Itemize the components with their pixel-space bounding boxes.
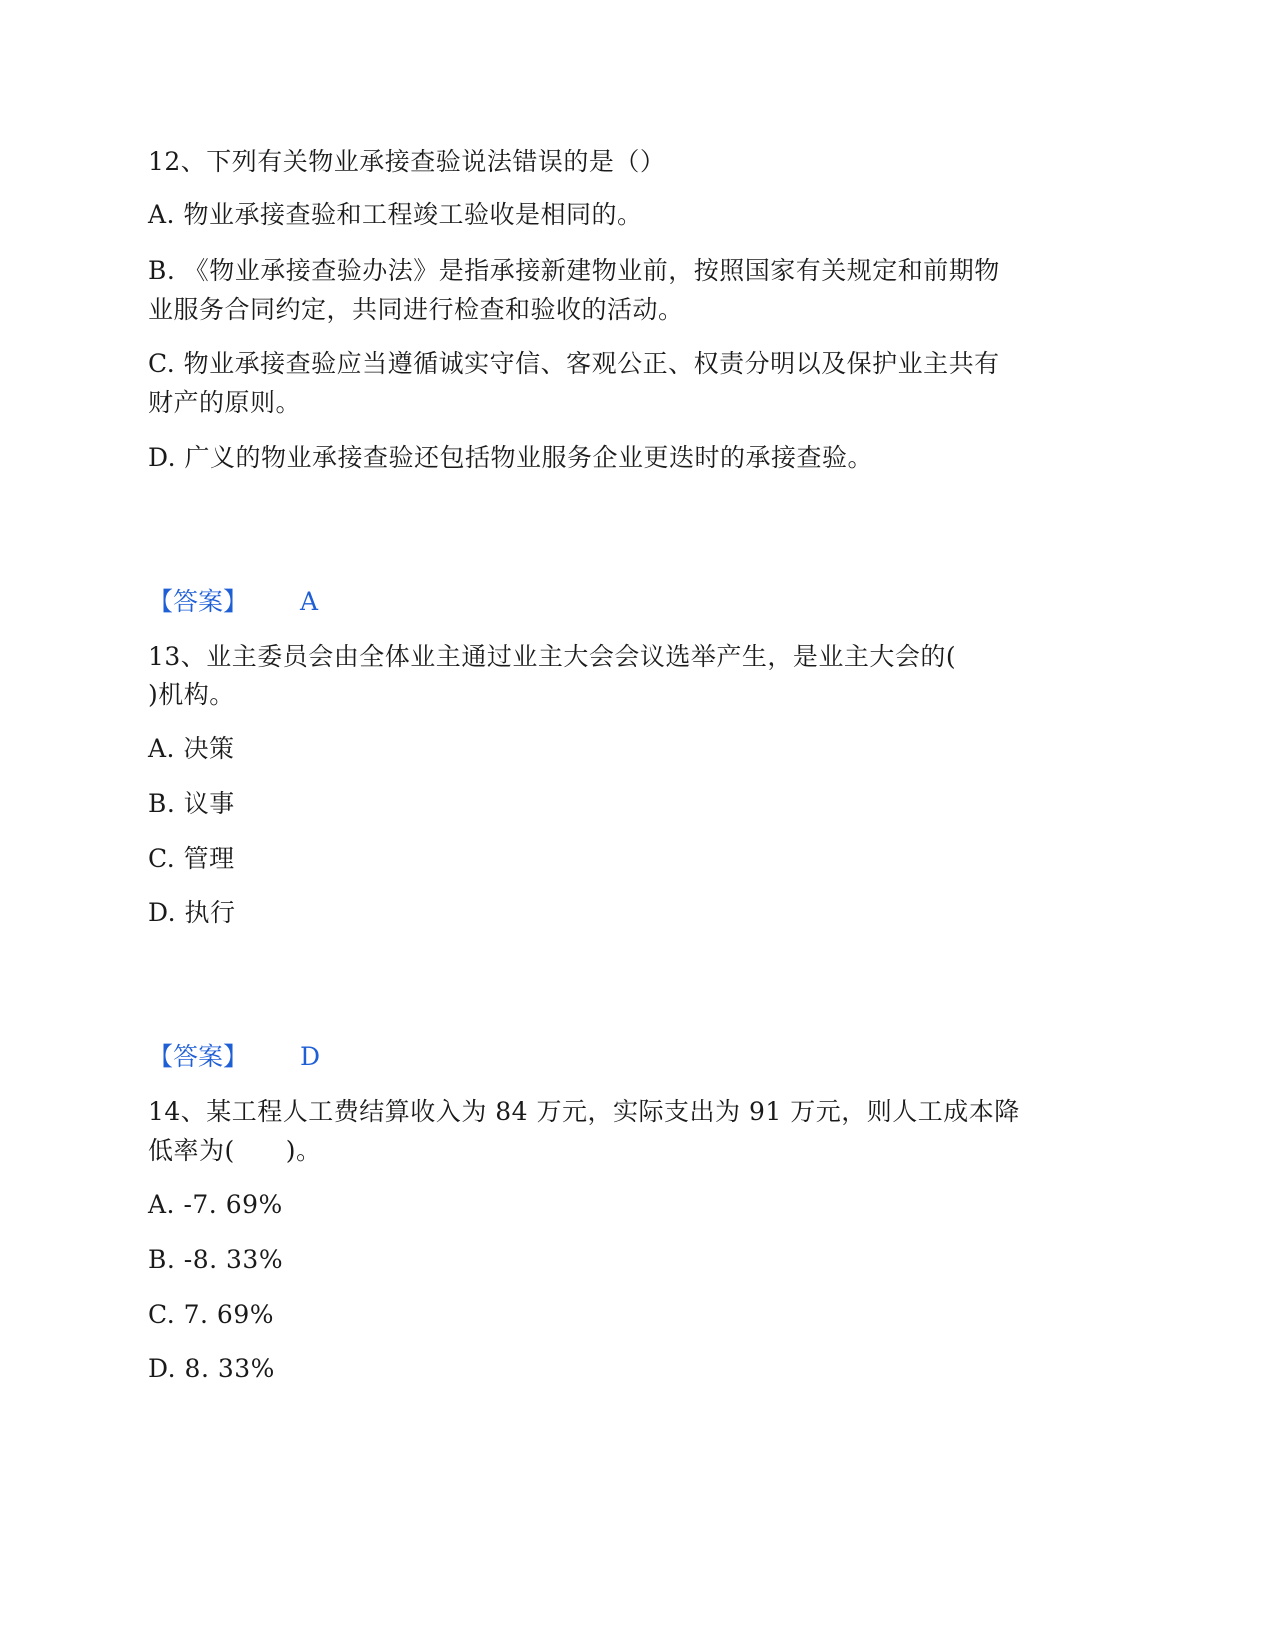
question-13-stem-line1: 13、业主委员会由全体业主通过业主大会会议选举产生，是业主大会的( <box>148 642 957 671</box>
question-13-stem-line2: )机构。 <box>148 680 235 709</box>
question-14-option-c: C. 7. 69% <box>148 1300 274 1329</box>
answer-value: D <box>300 1042 321 1071</box>
question-12-option-b-line1: B. 《物业承接查验办法》是指承接新建物业前，按照国家有关规定和前期物 <box>148 256 1000 285</box>
question-13-option-d: D. 执行 <box>148 898 236 927</box>
question-14-option-d: D. 8. 33% <box>148 1354 275 1383</box>
question-12-answer <box>148 584 318 620</box>
question-12-option-a: A. 物业承接查验和工程竣工验收是相同的。 <box>148 200 643 229</box>
question-12-option-c-line1: C. 物业承接查验应当遵循诚实守信、客观公正、权责分明以及保护业主共有 <box>148 349 1000 378</box>
question-12-option-c-line2: 财产的原则。 <box>148 388 302 417</box>
question-14-option-b: B. -8. 33% <box>148 1245 284 1274</box>
question-12-stem: 12、下列有关物业承接查验说法错误的是（） <box>148 147 666 176</box>
answer-value: A <box>300 587 319 616</box>
question-14-option-a: A. -7. 69% <box>148 1190 283 1219</box>
question-13-option-a: A. 决策 <box>148 734 235 763</box>
answer-label: 【答案】 <box>148 1042 249 1071</box>
question-13-option-c: C. 管理 <box>148 844 235 873</box>
question-12-option-d: D. 广义的物业承接查验还包括物业服务企业更迭时的承接查验。 <box>148 443 874 472</box>
question-12-option-b-line2: 业服务合同约定，共同进行检查和验收的活动。 <box>148 295 684 324</box>
question-14-stem-line1: 14、某工程人工费结算收入为 84 万元，实际支出为 91 万元，则人工成本降 <box>148 1097 1020 1126</box>
question-13-option-b: B. 议事 <box>148 789 235 818</box>
question-13-answer <box>148 1039 320 1075</box>
question-14-stem-line2: 低率为( )。 <box>148 1136 322 1165</box>
answer-label: 【答案】 <box>148 587 249 616</box>
